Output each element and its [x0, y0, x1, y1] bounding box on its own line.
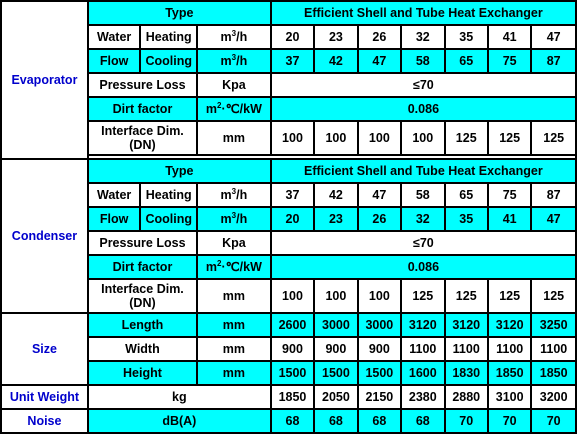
unit-weight-row [2, 386, 575, 408]
pressure-loss-value: ≤70 [272, 74, 575, 96]
value-cell: 3120 [489, 314, 530, 336]
value-cell: 35 [446, 208, 487, 230]
value-cell: 68 [402, 410, 443, 432]
value-cell: 23 [315, 26, 356, 48]
value-cell: 900 [359, 338, 400, 360]
value-cell: 68 [272, 410, 313, 432]
flow-unit: $m^3/h$ [198, 184, 270, 206]
evaporator-section-label: Evaporator [2, 2, 87, 158]
size-section-label: Size [2, 314, 87, 384]
value-cell: 125 [489, 122, 530, 154]
value-cell: 42 [315, 184, 356, 206]
interface-label: Interface Dim.(DN) [89, 122, 196, 154]
evaporator-dirt-factor-row [2, 98, 575, 120]
type-label: Type [89, 160, 270, 182]
value-cell: 3000 [359, 314, 400, 336]
value-cell: 70 [489, 410, 530, 432]
value-cell: 58 [402, 50, 443, 72]
value-cell: 1830 [446, 362, 487, 384]
condenser-section-label: Condenser [2, 160, 87, 312]
value-cell: 47 [359, 50, 400, 72]
value-cell: 32 [402, 26, 443, 48]
pressure-loss-unit: Kpa [198, 74, 270, 96]
width-unit: mm [198, 338, 270, 360]
flow-label: Flow [89, 50, 140, 72]
value-cell: 3200 [532, 386, 575, 408]
evaporator-interface-row [2, 122, 575, 154]
type-label: Type [89, 2, 270, 24]
value-cell: 87 [532, 184, 575, 206]
value-cell: 125 [489, 280, 530, 312]
pressure-loss-unit: Kpa [198, 232, 270, 254]
noise-row [2, 410, 575, 432]
dirt-factor-label: Dirt factor [89, 256, 196, 278]
dirt-factor-unit: $m^2\cdot℃/kW$ [198, 256, 270, 278]
condenser-type-row [2, 160, 575, 182]
value-cell: 20 [272, 26, 313, 48]
cooling-label: Cooling [141, 50, 196, 72]
length-label: Length [89, 314, 196, 336]
value-cell: 125 [446, 280, 487, 312]
value-cell: 68 [315, 410, 356, 432]
height-unit: mm [198, 362, 270, 384]
evaporator-heating-row [2, 26, 575, 48]
value-cell: 70 [446, 410, 487, 432]
value-cell: 1100 [489, 338, 530, 360]
value-cell: 58 [402, 184, 443, 206]
value-cell: 125 [402, 280, 443, 312]
interface-unit: mm [198, 280, 270, 312]
water-label: Water [89, 26, 140, 48]
pressure-loss-label: Pressure Loss [89, 232, 196, 254]
flow-unit: $m^3/h$ [198, 26, 270, 48]
value-cell: 1850 [532, 362, 575, 384]
value-cell: 32 [402, 208, 443, 230]
evaporator-spacer-row [2, 156, 575, 158]
width-label: Width [89, 338, 196, 360]
size-height-row [2, 362, 575, 384]
value-cell: 65 [446, 50, 487, 72]
value-cell: 23 [315, 208, 356, 230]
value-cell: 2150 [359, 386, 400, 408]
dirt-factor-value: 0.086 [272, 98, 575, 120]
pressure-loss-label: Pressure Loss [89, 74, 196, 96]
value-cell: 100 [402, 122, 443, 154]
value-cell: 47 [532, 208, 575, 230]
condenser-dirt-factor-row [2, 256, 575, 278]
value-cell: 37 [272, 50, 313, 72]
size-length-row [2, 314, 575, 336]
value-cell: 3100 [489, 386, 530, 408]
type-value: Efficient Shell and Tube Heat Exchanger [272, 160, 575, 182]
value-cell: 100 [315, 122, 356, 154]
value-cell: 1500 [359, 362, 400, 384]
value-cell: 35 [446, 26, 487, 48]
evaporator-cooling-row [2, 50, 575, 72]
value-cell: 100 [272, 122, 313, 154]
value-cell: 20 [272, 208, 313, 230]
condenser-heating-row [2, 184, 575, 206]
value-cell: 26 [359, 208, 400, 230]
interface-unit: mm [198, 122, 270, 154]
length-unit: mm [198, 314, 270, 336]
value-cell: 2380 [402, 386, 443, 408]
water-label: Water [89, 184, 140, 206]
value-cell: 47 [359, 184, 400, 206]
evaporator-type-row [2, 2, 575, 24]
value-cell: 1850 [272, 386, 313, 408]
value-cell: 26 [359, 26, 400, 48]
value-cell: 3120 [402, 314, 443, 336]
type-value: Efficient Shell and Tube Heat Exchanger [272, 2, 575, 24]
size-width-row [2, 338, 575, 360]
interface-label: Interface Dim.(DN) [89, 280, 196, 312]
value-cell: 41 [489, 208, 530, 230]
value-cell: 1500 [272, 362, 313, 384]
value-cell: 100 [315, 280, 356, 312]
value-cell: 125 [532, 280, 575, 312]
value-cell: 1100 [402, 338, 443, 360]
value-cell: 1850 [489, 362, 530, 384]
value-cell: 75 [489, 184, 530, 206]
unit-weight-section-label: Unit Weight [2, 386, 87, 408]
heating-label: Heating [141, 26, 196, 48]
value-cell: 900 [315, 338, 356, 360]
flow-unit: $m^3/h$ [198, 50, 270, 72]
value-cell: 3120 [446, 314, 487, 336]
value-cell: 87 [532, 50, 575, 72]
pressure-loss-value: ≤70 [272, 232, 575, 254]
noise-section-label: Noise [2, 410, 87, 432]
value-cell: 37 [272, 184, 313, 206]
value-cell: 100 [272, 280, 313, 312]
dirt-factor-value: 0.086 [272, 256, 575, 278]
value-cell: 3000 [315, 314, 356, 336]
weight-unit: kg [89, 386, 270, 408]
value-cell: 65 [446, 184, 487, 206]
value-cell: 47 [532, 26, 575, 48]
value-cell: 1100 [446, 338, 487, 360]
value-cell: 2050 [315, 386, 356, 408]
condenser-cooling-row [2, 208, 575, 230]
value-cell: 100 [359, 280, 400, 312]
value-cell: 3250 [532, 314, 575, 336]
evaporator-pressure-loss-row [2, 74, 575, 96]
value-cell: 900 [272, 338, 313, 360]
value-cell: 70 [532, 410, 575, 432]
condenser-pressure-loss-row [2, 232, 575, 254]
condenser-interface-row [2, 280, 575, 312]
spacer-cell [89, 156, 575, 158]
value-cell: 42 [315, 50, 356, 72]
value-cell: 1600 [402, 362, 443, 384]
dirt-factor-label: Dirt factor [89, 98, 196, 120]
height-label: Height [89, 362, 196, 384]
value-cell: 125 [532, 122, 575, 154]
value-cell: 2600 [272, 314, 313, 336]
value-cell: 68 [359, 410, 400, 432]
noise-unit: dB(A) [89, 410, 270, 432]
value-cell: 100 [359, 122, 400, 154]
value-cell: 75 [489, 50, 530, 72]
heating-label: Heating [141, 184, 196, 206]
flow-label: Flow [89, 208, 140, 230]
flow-unit: $m^3/h$ [198, 208, 270, 230]
value-cell: 2880 [446, 386, 487, 408]
dirt-factor-unit: $m^2\cdot℃/kW$ [198, 98, 270, 120]
value-cell: 1500 [315, 362, 356, 384]
value-cell: 125 [446, 122, 487, 154]
cooling-label: Cooling [141, 208, 196, 230]
value-cell: 1100 [532, 338, 575, 360]
value-cell: 41 [489, 26, 530, 48]
